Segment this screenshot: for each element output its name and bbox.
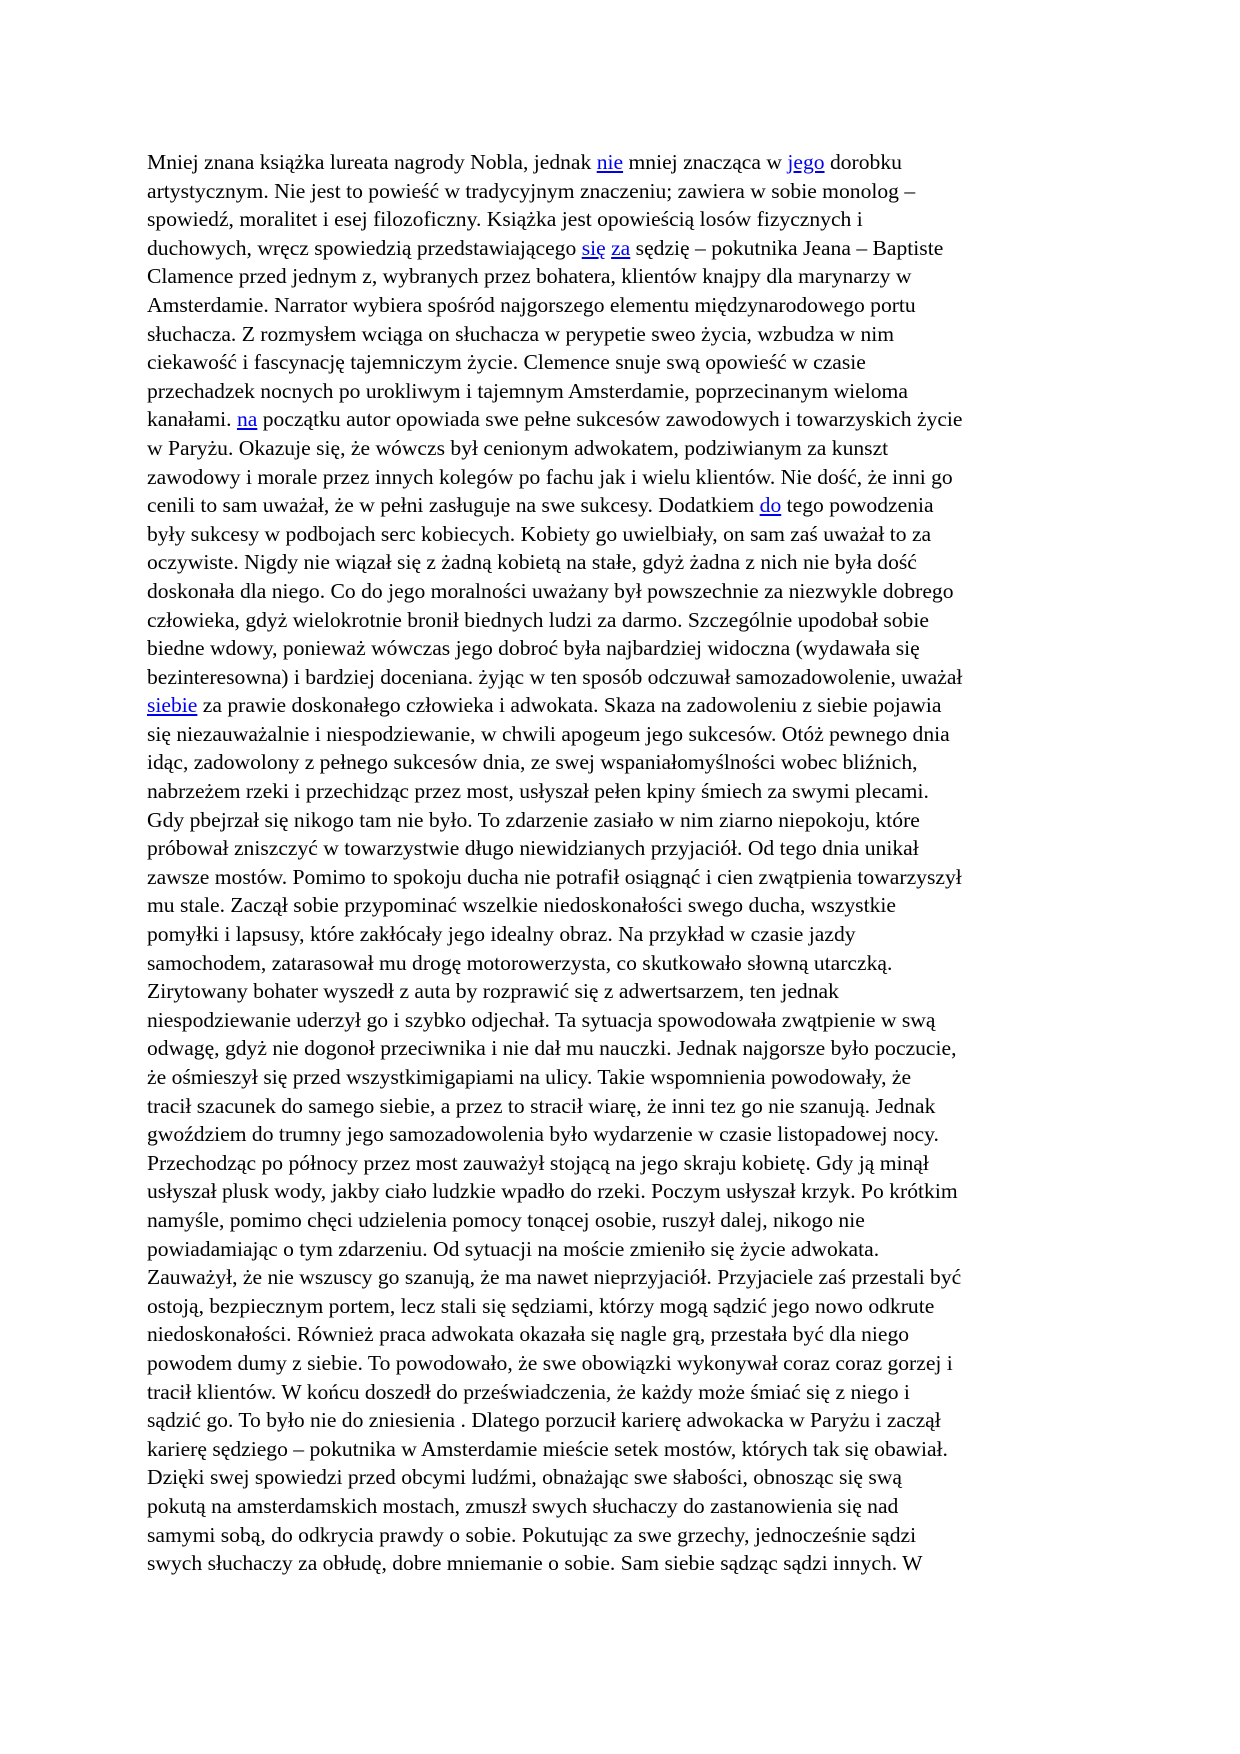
text-run: Zirytowany bohater wyszedł z auta by rozprawić się z adwertsarzem, ten jednak xyxy=(147,979,839,1004)
text-run: zawsze mostów. Pomimo to spokoju ducha nie potrafił osiągnąć i cien zwątpienia towarzyszył xyxy=(147,864,962,889)
text-line xyxy=(147,1492,1107,1521)
text-run: powodem dumy z siebie. To powodowało, że swe obowiązki wykonywał coraz coraz gorzej i xyxy=(147,1350,953,1375)
text-line xyxy=(147,748,1107,777)
text-line xyxy=(147,1549,1107,1578)
text-run: Amsterdamie. Narrator wybiera spośród najgorszego elementu międzynarodowego portu xyxy=(147,292,916,317)
text-line xyxy=(147,205,1107,234)
text-line xyxy=(147,463,1107,492)
text-run: próbował zniszczyć w towarzystwie długo niewidzianych przyjaciół. Od tego dnia unikał xyxy=(147,836,919,861)
text-run: mu stale. Zaczął sobie przypominać wszelkie niedoskonałości swego ducha, wszystkie xyxy=(147,893,896,918)
text-run: odwagę, gdyż nie dogonoł przeciwnika i nie dał mu nauczki. Jednak najgorsze było poczucie, xyxy=(147,1036,957,1061)
inline-link[interactable]: się xyxy=(581,235,606,260)
text-run: początku autor opowiada swe pełne sukcesów zawodowych i towarzyskich życie xyxy=(257,407,963,432)
text-run: dorobku xyxy=(824,150,902,174)
text-line xyxy=(147,1177,1107,1206)
text-run: oczywiste. Nigdy nie wiązał się z żadną kobietą na stałe, gdyż żadna z nich nie była dość xyxy=(147,550,917,575)
text-line xyxy=(147,663,1107,692)
text-run: bezinteresowna) i bardziej doceniana. żyjąc w ten sposób odczuwał samozadowolenie, uważał xyxy=(147,664,963,689)
text-line xyxy=(147,434,1107,463)
text-run: idąc, zadowolony z pełnego sukcesów dnia, ze swej wspaniałomyślności wobec bliźnich, xyxy=(147,750,918,775)
text-line xyxy=(147,262,1107,291)
text-run: doskonała dla niego. Co do jego moralności uważany był powszechnie za niezwykle dobrego xyxy=(147,578,954,603)
text-run: pokutą na amsterdamskich mostach, zmuszł swych słuchaczy do zastanowienia się nad xyxy=(147,1493,899,1518)
text-run: się niezauważalnie i niespodziewanie, w chwili apogeum jego sukcesów. Otóż pewnego dnia xyxy=(147,721,950,746)
text-line xyxy=(147,577,1107,606)
text-run: karierę sędziego – pokutnika w Amsterdamie mieście setek mostów, których tak się obawiał. xyxy=(147,1436,948,1461)
text-run: w Paryżu. Okazuje się, że wówczs był cenionym adwokatem, podziwianym za kunszt xyxy=(147,435,889,460)
text-run: namyśle, pomimo chęci udzielenia pomocy tonącej osobie, ruszył dalej, nikogo nie xyxy=(147,1207,865,1232)
text-line xyxy=(147,720,1107,749)
text-run: swych słuchaczy za obłudę, dobre mniemanie o sobie. Sam siebie sądząc sądzi innych. W xyxy=(147,1551,923,1576)
text-line xyxy=(147,691,1107,720)
text-run: człowieka, gdyż wielokrotnie bronił biednych ludzi za darmo. Szczególnie upodobał sobie xyxy=(147,607,929,632)
text-run: usłyszał plusk wody, jakby ciało ludzkie wpadło do rzeki. Poczym usłyszał krzyk. Po krótkim xyxy=(147,1179,958,1204)
text-run: nabrzeżem rzeki i przechidząc przez most, usłyszał pełen kpiny śmiech za swymi plecami. xyxy=(147,779,929,804)
text-run: Gdy pbejrzał się nikogo tam nie było. To zdarzenie zasiało w nim ziarno niepokoju, które xyxy=(147,807,920,832)
text-line xyxy=(147,234,1107,263)
text-run: mniej znacząca w xyxy=(623,150,788,174)
text-line xyxy=(147,977,1107,1006)
text-line xyxy=(147,1149,1107,1178)
text-line xyxy=(147,1435,1107,1464)
inline-link[interactable]: siebie xyxy=(147,693,198,718)
text-line xyxy=(147,606,1107,635)
text-line xyxy=(147,405,1107,434)
text-run: powiadamiając o tym zdarzeniu. Od sytuacji na moście zmieniło się życie adwokata. xyxy=(147,1236,880,1261)
text-run: ciekawość i fascynację tajemniczym życie. Clemence snuje swą opowieść w czasie xyxy=(147,350,866,375)
text-run: biedne wdowy, ponieważ wówczas jego dobroć była najbardziej widoczna (wydawała się xyxy=(147,636,920,661)
text-line xyxy=(147,1034,1107,1063)
text-line xyxy=(147,1235,1107,1264)
text-line xyxy=(147,1320,1107,1349)
text-run: Zauważył, że nie wszuscy go szanują, że ma nawet nieprzyjaciół. Przyjaciele zaś przestali być xyxy=(147,1265,962,1290)
text-run: przechadzek nocnych po urokliwym i tajemnym Amsterdamie, poprzecinanym wieloma xyxy=(147,378,908,403)
text-line xyxy=(147,1292,1107,1321)
text-run: Dzięki swej spowiedzi przed obcymi ludźmi, obnażając swe słabości, obnosząc się swą xyxy=(147,1465,902,1490)
text-line xyxy=(147,1263,1107,1292)
text-run: spowiedź, moralitet i esej filozoficzny. Książka jest opowieścią losów fizycznych i xyxy=(147,207,863,232)
inline-link[interactable]: do xyxy=(759,493,782,518)
text-run: artystycznym. Nie jest to powieść w tradycyjnym znaczeniu; zawiera w sobie monolog – xyxy=(147,178,916,203)
text-run: cenili to sam uważał, że w pełni zasługuje na swe sukcesy. Dodatkiem xyxy=(147,493,760,518)
text-line xyxy=(147,1006,1107,1035)
text-run: gwoździem do trumny jego samozadowolenia było wydarzenie w czasie listopadowej nocy. xyxy=(147,1122,939,1147)
text-run: sędzię – pokutnika Jeana – Baptiste xyxy=(630,235,944,260)
text-line xyxy=(147,1120,1107,1149)
text-line xyxy=(147,863,1107,892)
text-line xyxy=(147,177,1107,206)
text-run: sądzić go. To było nie do zniesienia . Dlatego porzucił karierę adwokacka w Paryżu i zaczął xyxy=(147,1408,941,1433)
text-run: Mniej znana książka lureata nagrody Nobla, jednak xyxy=(147,150,597,174)
text-run: ostoją, bezpiecznym portem, lecz stali się sędziami, którzy mogą sądzić jego nowo odkrute xyxy=(147,1293,935,1318)
text-line xyxy=(147,520,1107,549)
text-line xyxy=(147,834,1107,863)
text-run: tego powodzenia xyxy=(781,493,934,518)
text-run: słuchacza. Z rozmysłem wciąga on słuchacza w perypetie sweo życia, wzbudza w nim xyxy=(147,321,895,346)
text-run: niespodziewanie uderzył go i szybko odjechał. Ta sytuacja spowodowała zwątpienie w swą xyxy=(147,1007,936,1032)
inline-link[interactable]: jego xyxy=(787,150,825,174)
text-run: tracił klientów. W końcu doszedł do przeświadczenia, że każdy może śmiać się z niego i xyxy=(147,1379,910,1404)
text-run: duchowych, wręcz spowiedzią przedstawiającego xyxy=(147,235,582,260)
inline-link[interactable]: nie xyxy=(596,150,624,174)
text-line xyxy=(147,491,1107,520)
text-line xyxy=(147,1378,1107,1407)
inline-link[interactable]: na xyxy=(236,407,258,432)
text-line xyxy=(147,949,1107,978)
text-run: były sukcesy w podbojach serc kobiecych. Kobiety go uwielbiały, on sam zaś uważał to za xyxy=(147,521,932,546)
text-line xyxy=(147,1521,1107,1550)
text-line xyxy=(147,291,1107,320)
text-line xyxy=(147,920,1107,949)
text-run: za prawie doskonałego człowieka i adwokata. Skaza na zadowoleniu z siebie pojawia xyxy=(197,693,942,718)
text-line xyxy=(147,348,1107,377)
text-line xyxy=(147,377,1107,406)
text-line xyxy=(147,634,1107,663)
text-run: że ośmieszył się przed wszystkimigapiami na ulicy. Takie wspomnienia powodowały, że xyxy=(147,1065,912,1089)
text-run: samochodem, zatarasował mu drogę motorowerzysta, co skutkowało słowną utarczką. xyxy=(147,950,893,975)
text-run: niedoskonałości. Również praca adwokata okazała się nagle grą, przestała być dla niego xyxy=(147,1322,910,1347)
text-run: kanałami. xyxy=(147,407,237,432)
text-line xyxy=(147,1092,1107,1121)
text-line xyxy=(147,320,1107,349)
text-run: zawodowy i morale przez innych kolegów po fachu jak i wielu klientów. Nie dość, że inni go xyxy=(147,464,953,489)
text-run: samymi sobą, do odkrycia prawdy o sobie. Pokutując za swe grzechy, jednocześnie sądzi xyxy=(147,1522,917,1547)
text-run: Clamence przed jednym z, wybranych przez bohatera, klientów knajpy dla marynarzy w xyxy=(147,264,912,289)
text-line xyxy=(147,1349,1107,1378)
body-text xyxy=(147,148,1107,1578)
text-line xyxy=(147,148,1107,177)
text-line xyxy=(147,891,1107,920)
text-line xyxy=(147,1206,1107,1235)
text-run: Przechodząc po północy przez most zauważył stojącą na jego skraju kobietę. Gdy ją minął xyxy=(147,1150,929,1175)
text-line xyxy=(147,1463,1107,1492)
text-line xyxy=(147,548,1107,577)
text-line xyxy=(147,1063,1107,1092)
text-line xyxy=(147,1406,1107,1435)
text-line xyxy=(147,777,1107,806)
text-run: pomyłki i lapsusy, które zakłócały jego idealny obraz. Na przykład w czasie jazdy xyxy=(147,922,856,947)
inline-link[interactable]: za xyxy=(611,235,631,260)
text-run: tracił szacunek do samego siebie, a przez to stracił wiarę, że inni tez go nie szanują. Jednak xyxy=(147,1093,936,1118)
text-line xyxy=(147,806,1107,835)
